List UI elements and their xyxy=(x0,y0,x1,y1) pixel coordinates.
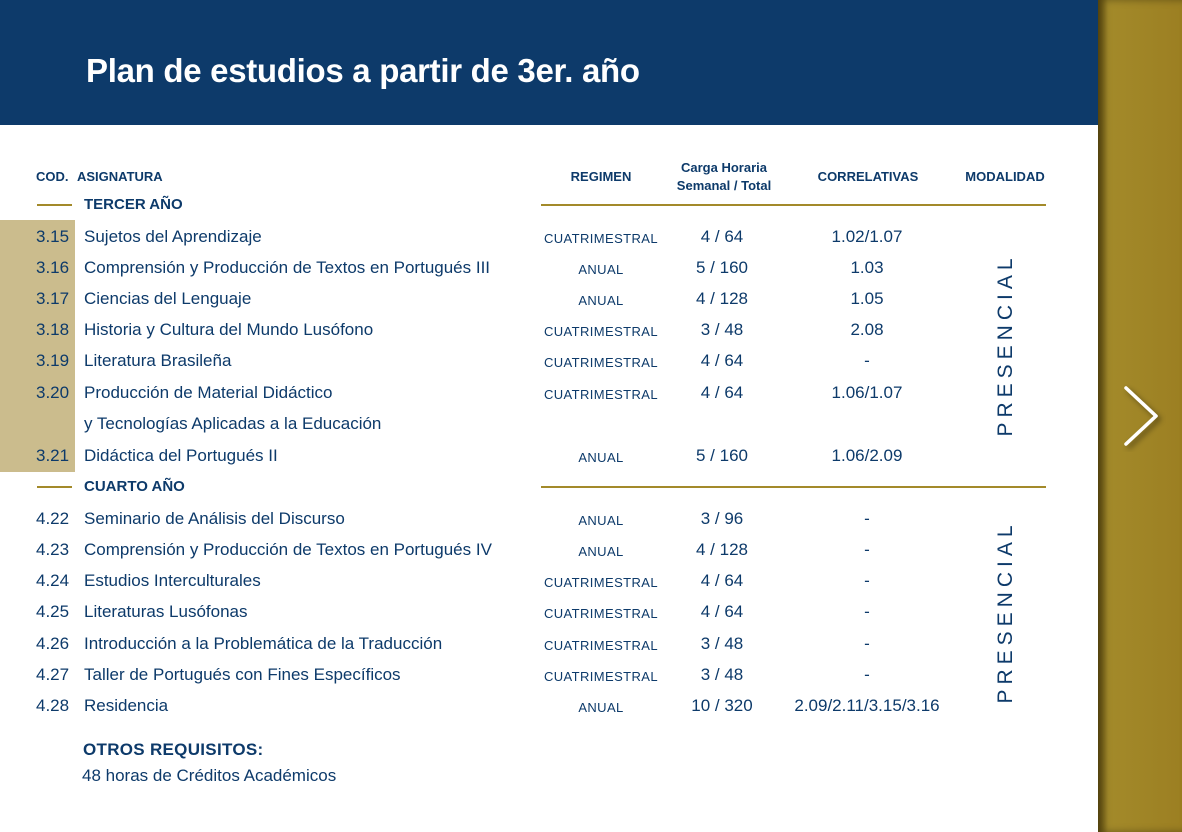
row-carga: 4 / 64 xyxy=(700,227,744,246)
row-carga: 3 / 48 xyxy=(700,320,744,339)
section-dash xyxy=(37,486,72,488)
row-carga: 4 / 128 xyxy=(696,540,748,559)
modalidad-text: PRESENCIAL xyxy=(994,520,1017,704)
row-carga: 3 / 48 xyxy=(700,665,744,684)
row-carga: 4 / 128 xyxy=(696,289,748,308)
table-row xyxy=(0,252,1098,283)
row-carga: 4 / 64 xyxy=(700,351,744,370)
row-correlativas: - xyxy=(864,509,870,528)
row-regimen: CUATRIMESTRAL xyxy=(543,638,659,653)
column-header-cod: COD. xyxy=(36,169,69,184)
table-row xyxy=(0,314,1098,345)
row-regimen: ANUAL xyxy=(578,293,624,308)
row-code: 4.26 xyxy=(36,634,70,653)
table-row xyxy=(0,283,1098,314)
row-code: 4.23 xyxy=(36,540,70,559)
column-header-carga xyxy=(654,159,794,195)
table-row xyxy=(0,596,1098,627)
row-subject: y Tecnologías Aplicadas a la Educación xyxy=(84,414,382,433)
row-code: 3.20 xyxy=(36,383,70,402)
row-subject: Estudios Interculturales xyxy=(84,571,261,590)
table-row xyxy=(0,565,1098,596)
row-regimen: CUATRIMESTRAL xyxy=(543,606,659,621)
row-correlativas: - xyxy=(864,351,870,370)
carga-header-line2: Semanal / Total xyxy=(676,178,772,193)
row-correlativas: 1.03 xyxy=(850,258,884,277)
row-carga: 5 / 160 xyxy=(696,446,748,465)
row-subject: Producción de Material Didáctico xyxy=(84,383,333,402)
carga-header-line1: Carga Horaria xyxy=(681,160,767,175)
row-code: 4.28 xyxy=(36,696,70,715)
row-code: 3.16 xyxy=(36,258,70,277)
row-carga: 5 / 160 xyxy=(696,258,748,277)
row-subject: Literatura Brasileña xyxy=(84,351,232,370)
row-subject: Seminario de Análisis del Discurso xyxy=(84,509,345,528)
row-regimen: CUATRIMESTRAL xyxy=(543,324,659,339)
row-regimen: CUATRIMESTRAL xyxy=(543,355,659,370)
otros-requisitos-text: 48 horas de Créditos Académicos xyxy=(82,766,337,785)
row-regimen: ANUAL xyxy=(578,450,624,465)
table-row xyxy=(0,503,1098,534)
row-carga: 4 / 64 xyxy=(700,383,744,402)
next-page-button[interactable] xyxy=(1118,380,1166,452)
row-code: 3.17 xyxy=(36,289,70,308)
row-subject: Taller de Portugués con Fines Específicos xyxy=(84,665,401,684)
row-regimen: ANUAL xyxy=(578,513,624,528)
column-header-regimen: REGIMEN xyxy=(570,169,632,184)
header-banner xyxy=(0,0,1098,125)
row-correlativas: 2.08 xyxy=(850,320,884,339)
row-carga: 3 / 96 xyxy=(700,509,744,528)
column-header-correlativas: CORRELATIVAS xyxy=(817,169,919,184)
table-row xyxy=(0,408,1098,439)
otros-requisitos-title: OTROS REQUISITOS: xyxy=(83,740,264,759)
row-carga: 4 / 64 xyxy=(700,602,744,621)
row-subject: Sujetos del Aprendizaje xyxy=(84,227,262,246)
row-regimen: ANUAL xyxy=(578,700,624,715)
row-subject: Introducción a la Problemática de la Traducción xyxy=(84,634,443,653)
row-code: 3.19 xyxy=(36,351,70,370)
row-correlativas: 1.05 xyxy=(850,289,884,308)
section-dash xyxy=(37,204,72,206)
row-subject: Residencia xyxy=(84,696,169,715)
row-carga: 10 / 320 xyxy=(691,696,753,715)
row-correlativas: - xyxy=(864,602,870,621)
row-correlativas: - xyxy=(864,540,870,559)
page-title: Plan de estudios a partir de 3er. año xyxy=(86,52,640,89)
row-correlativas: - xyxy=(864,571,870,590)
modalidad-text: PRESENCIAL xyxy=(994,253,1017,437)
table-row xyxy=(0,345,1098,376)
column-header-asignatura: ASIGNATURA xyxy=(77,169,163,184)
row-code: 4.27 xyxy=(36,665,70,684)
row-carga: 3 / 48 xyxy=(700,634,744,653)
section-title-tercer: TERCER AÑO xyxy=(84,196,183,213)
row-correlativas: - xyxy=(864,665,870,684)
section-rule xyxy=(541,204,1046,206)
table-row xyxy=(0,534,1098,565)
row-code: 3.18 xyxy=(36,320,70,339)
row-regimen: ANUAL xyxy=(578,544,624,559)
row-carga: 4 / 64 xyxy=(700,571,744,590)
row-subject: Comprensión y Producción de Textos en Portugués III xyxy=(84,258,491,277)
row-subject: Comprensión y Producción de Textos en Portugués IV xyxy=(84,540,492,559)
table-row xyxy=(0,690,1098,721)
row-regimen: CUATRIMESTRAL xyxy=(543,669,659,684)
chevron-right-icon xyxy=(1118,380,1166,452)
row-subject: Didáctica del Portugués II xyxy=(84,446,278,465)
row-subject: Literaturas Lusófonas xyxy=(84,602,248,621)
row-subject: Historia y Cultura del Mundo Lusófono xyxy=(84,320,374,339)
section-rule xyxy=(541,486,1046,488)
row-regimen: CUATRIMESTRAL xyxy=(543,575,659,590)
section-title-cuarto: CUARTO AÑO xyxy=(84,478,185,495)
row-correlativas: 1.02/1.07 xyxy=(831,227,903,246)
table-row xyxy=(0,628,1098,659)
row-regimen: ANUAL xyxy=(578,262,624,277)
row-code: 4.22 xyxy=(36,509,70,528)
row-code: 4.24 xyxy=(36,571,70,590)
row-regimen: CUATRIMESTRAL xyxy=(543,231,659,246)
row-correlativas: 1.06/2.09 xyxy=(831,446,903,465)
row-correlativas: 2.09/2.11/3.15/3.16 xyxy=(794,696,940,715)
table-row xyxy=(0,377,1098,408)
row-regimen: CUATRIMESTRAL xyxy=(543,387,659,402)
row-code: 4.25 xyxy=(36,602,70,621)
row-code: 3.15 xyxy=(36,227,70,246)
table-row xyxy=(0,221,1098,252)
row-code: 3.21 xyxy=(36,446,70,465)
row-correlativas: 1.06/1.07 xyxy=(831,383,903,402)
table-row xyxy=(0,440,1098,471)
row-subject: Ciencias del Lenguaje xyxy=(84,289,252,308)
column-header-modalidad: MODALIDAD xyxy=(965,169,1045,184)
table-row xyxy=(0,659,1098,690)
row-correlativas: - xyxy=(864,634,870,653)
